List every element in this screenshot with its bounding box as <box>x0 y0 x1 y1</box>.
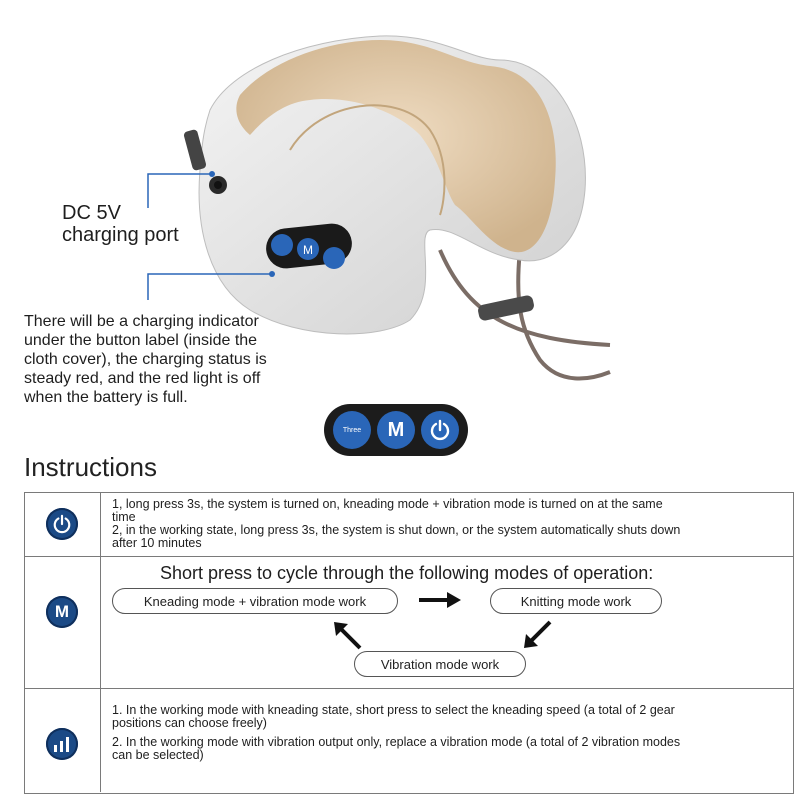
power-icon <box>52 514 72 534</box>
instruction-line: time <box>112 510 136 524</box>
mode-knitting <box>490 588 662 614</box>
instruction-line: 2. In the working mode with vibration output only, replace a vibration mode (a total of 2 vibration modes <box>112 735 681 749</box>
mode-letter: M <box>387 418 405 441</box>
mode-row-icon <box>46 596 78 628</box>
charging-indicator-note <box>24 312 267 407</box>
power-icon <box>429 419 451 441</box>
mode-letter: M <box>54 602 70 621</box>
bars-row-icon <box>46 728 78 760</box>
instruction-line: 2, in the working state, long press 3s, the system is shut down, or the system automatically shuts down <box>112 523 681 537</box>
control-panel <box>324 404 468 456</box>
note-line: when the battery is full. <box>24 389 188 406</box>
svg-text:M: M <box>303 243 313 257</box>
instruction-line: after 10 minutes <box>112 536 202 550</box>
instruction-line: positions can choose freely) <box>112 716 267 730</box>
arrow-up-left-icon <box>330 618 364 652</box>
note-line: steady red, and the red light is off <box>24 370 261 387</box>
mode-vibration <box>354 651 526 677</box>
mode-label: Kneading mode + vibration mode work <box>143 593 367 609</box>
port-voltage-label: DC 5V <box>62 202 121 224</box>
mode-kneading-vibration <box>112 588 398 614</box>
instruction-line: can be selected) <box>112 748 204 762</box>
port-name-label: charging port <box>62 224 179 246</box>
note-line: There will be a charging indicator <box>24 313 259 330</box>
charging-port-callout <box>62 202 179 246</box>
power-row-text <box>112 498 782 550</box>
mode-cycle-title: Short press to cycle through the following modes of operation: <box>160 563 654 583</box>
bars-row-text <box>112 704 782 762</box>
arrow-right-icon <box>415 590 465 610</box>
three-label: Three <box>342 426 362 434</box>
note-line: cloth cover), the charging status is <box>24 351 267 368</box>
table-divider <box>24 556 793 557</box>
intensity-button[interactable] <box>333 411 371 449</box>
power-row-icon <box>46 508 78 540</box>
mode-label: Vibration mode work <box>380 656 500 672</box>
table-divider <box>24 688 793 689</box>
table-divider <box>100 492 101 792</box>
intensity-bars-icon <box>53 736 71 752</box>
power-button[interactable] <box>421 411 459 449</box>
note-line: under the button label (inside the <box>24 332 258 349</box>
instruction-line: 1, long press 3s, the system is turned on, kneading mode + vibration mode is turned on at the same <box>112 497 663 511</box>
instructions-heading: Instructions <box>24 452 157 482</box>
arrow-down-left-icon <box>520 618 554 652</box>
instruction-line: 1. In the working mode with kneading state, short press to select the kneading speed (a total of 2 gear <box>112 703 675 717</box>
mode-button[interactable] <box>377 411 415 449</box>
mode-label: Knitting mode work <box>520 593 632 609</box>
